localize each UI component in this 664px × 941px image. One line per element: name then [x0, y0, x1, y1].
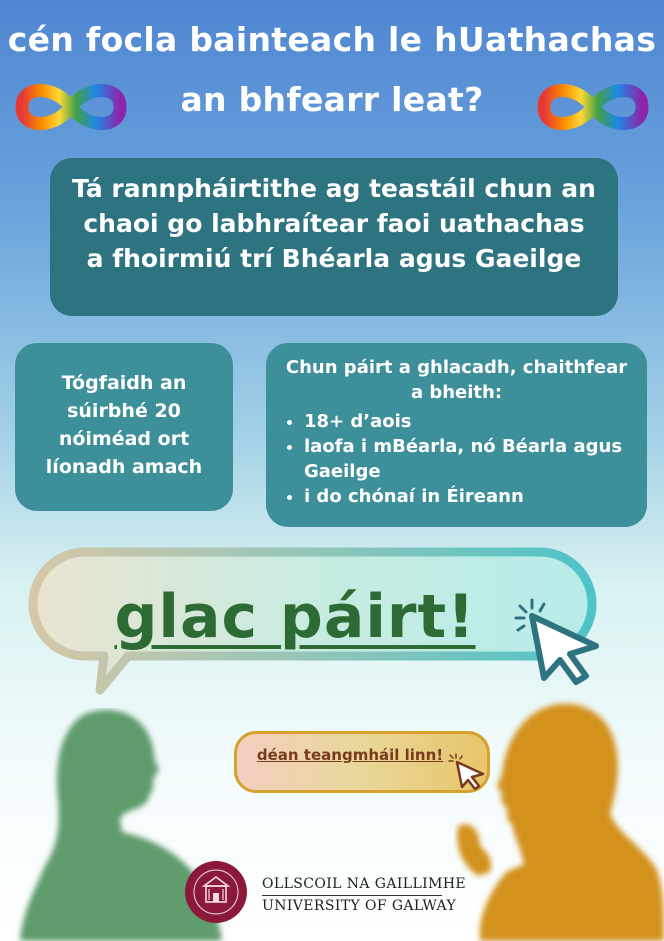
survey-time-line-3: nóiméad ort — [58, 428, 190, 450]
rainbow-infinity-icon — [530, 76, 656, 138]
requirements-list — [282, 409, 631, 509]
requirements-heading — [282, 355, 631, 405]
requirements-box — [266, 343, 647, 527]
requirements-heading-line-1: Chun páirt a ghlacadh, chaithfear — [285, 357, 628, 378]
university-name-english: UNIVERSITY OF GALWAY — [262, 898, 457, 914]
university-name-irish: OLLSCOIL NA GAILLIMHE — [262, 876, 467, 892]
survey-time-line-2: súirbhé 20 — [67, 400, 181, 422]
cursor-click-icon — [510, 596, 606, 686]
requirement-item: • 18+ d’aois — [304, 409, 631, 434]
survey-time-box — [15, 343, 233, 511]
contact-us-label[interactable]: déan teangmháil linn! — [256, 746, 444, 764]
intro-text-line-2: chaoi go labhraítear faoi uathachas — [83, 209, 585, 238]
cursor-click-icon — [447, 752, 487, 790]
university-divider — [262, 895, 442, 896]
intro-box — [50, 158, 618, 316]
title-line-1: cén focla bainteach le hUathachas — [7, 20, 657, 59]
university-seal-logo — [184, 860, 248, 924]
take-part-button[interactable]: glac páirt! — [114, 582, 476, 652]
requirement-item: • i do chónaí in Éireann — [304, 484, 631, 509]
survey-time-line-1: Tógfaidh an — [61, 372, 187, 394]
survey-time-line-4: líonadh amach — [45, 456, 203, 478]
intro-text-line-1: Tá rannpháirtithe ag teastáil chun an — [72, 174, 596, 203]
requirements-heading-line-2: a bheith: — [410, 382, 503, 403]
rainbow-infinity-icon — [8, 76, 134, 138]
intro-text-line-3: a fhoirmiú trí Bhéarla agus Gaeilge — [86, 244, 582, 273]
requirement-item: • laofa i mBéarla, nó Béarla agus Gaeilge — [304, 434, 631, 484]
title-line-2: an bhfearr leat? — [180, 80, 484, 119]
